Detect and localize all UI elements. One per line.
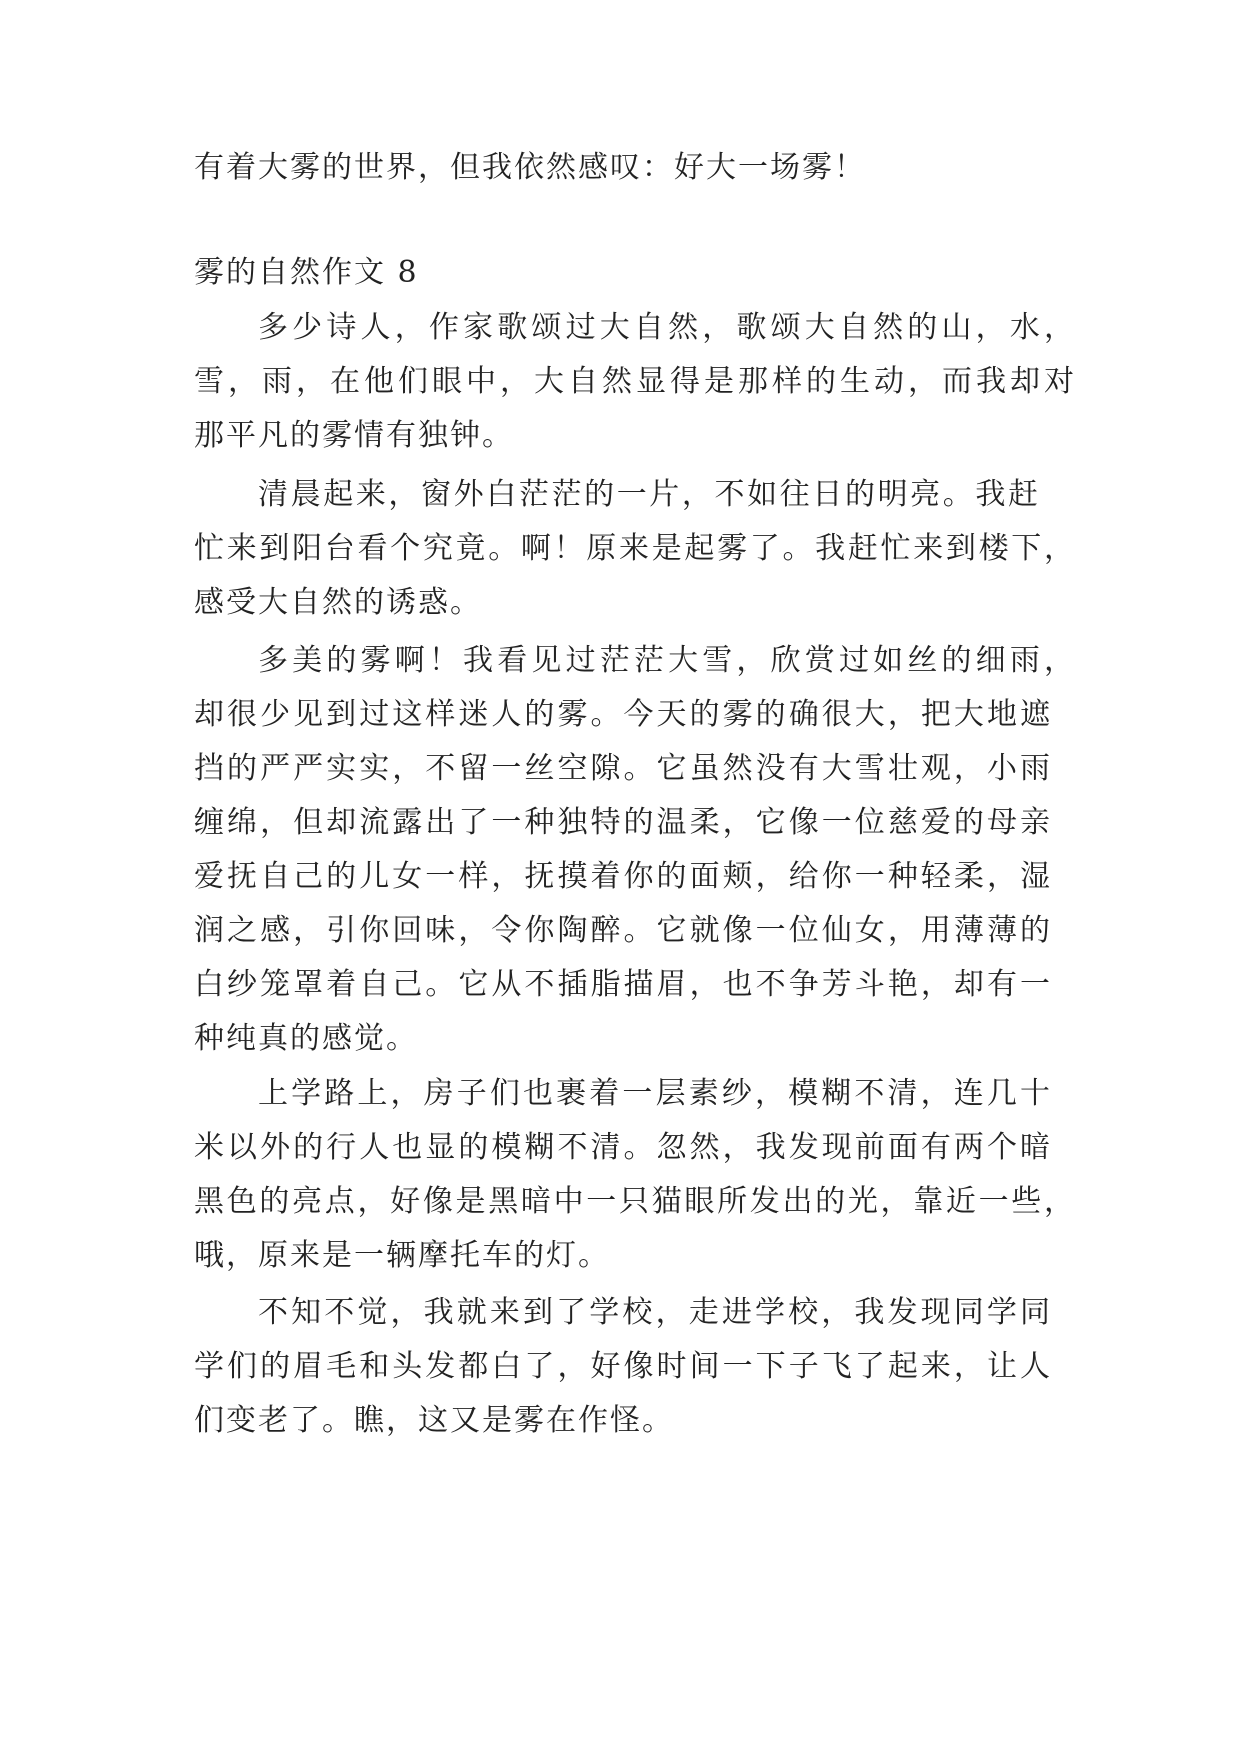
essay-heading: 雾的自然作文 8 xyxy=(194,255,419,290)
paragraph-line: 白纱笼罩着自己。它从不插脂描眉，也不争芳斗艳，却有一 xyxy=(194,967,1050,1002)
paragraph-line: 缠绵，但却流露出了一种独特的温柔，它像一位慈爱的母亲 xyxy=(194,805,1050,840)
paragraph-line: 多美的雾啊！我看见过茫茫大雪，欣赏过如丝的细雨， xyxy=(258,643,1074,678)
paragraph-line: 那平凡的雾情有独钟。 xyxy=(194,418,514,453)
paragraph-line: 忙来到阳台看个究竟。啊！原来是起雾了。我赶忙来到楼下， xyxy=(194,531,1074,566)
paragraph-line: 学们的眉毛和头发都白了，好像时间一下子飞了起来，让人 xyxy=(194,1349,1050,1384)
paragraph-line: 爱抚自己的儿女一样，抚摸着你的面颊，给你一种轻柔，湿 xyxy=(194,859,1050,894)
paragraph-line: 们变老了。瞧，这又是雾在作怪。 xyxy=(194,1403,674,1438)
paragraph-line: 润之感，引你回味，令你陶醉。它就像一位仙女，用薄薄的 xyxy=(194,913,1050,948)
paragraph-line: 清晨起来，窗外白茫茫的一片，不如往日的明亮。我赶 xyxy=(258,477,1038,512)
paragraph-line: 雪，雨，在他们眼中，大自然显得是那样的生动，而我却对 xyxy=(194,364,1074,399)
paragraph-line: 不知不觉，我就来到了学校，走进学校，我发现同学同 xyxy=(258,1295,1050,1330)
paragraph-line: 米以外的行人也显的模糊不清。忽然，我发现前面有两个暗 xyxy=(194,1130,1050,1165)
paragraph-line: 上学路上，房子们也裹着一层素纱，模糊不清，连几十 xyxy=(258,1076,1050,1111)
paragraph-line: 黑色的亮点，好像是黑暗中一只猫眼所发出的光，靠近一些， xyxy=(194,1184,1074,1219)
paragraph-line: 感受大自然的诱惑。 xyxy=(194,585,482,620)
paragraph-line: 哦，原来是一辆摩托车的灯。 xyxy=(194,1238,610,1273)
paragraph-line: 多少诗人，作家歌颂过大自然，歌颂大自然的山，水， xyxy=(258,310,1074,345)
opening-line: 有着大雾的世界，但我依然感叹：好大一场雾！ xyxy=(194,150,866,185)
paragraph-line: 却很少见到过这样迷人的雾。今天的雾的确很大，把大地遮 xyxy=(194,697,1050,732)
paragraph-line: 挡的严严实实，不留一丝空隙。它虽然没有大雪壮观，小雨 xyxy=(194,751,1050,786)
paragraph-line: 种纯真的感觉。 xyxy=(194,1021,418,1056)
